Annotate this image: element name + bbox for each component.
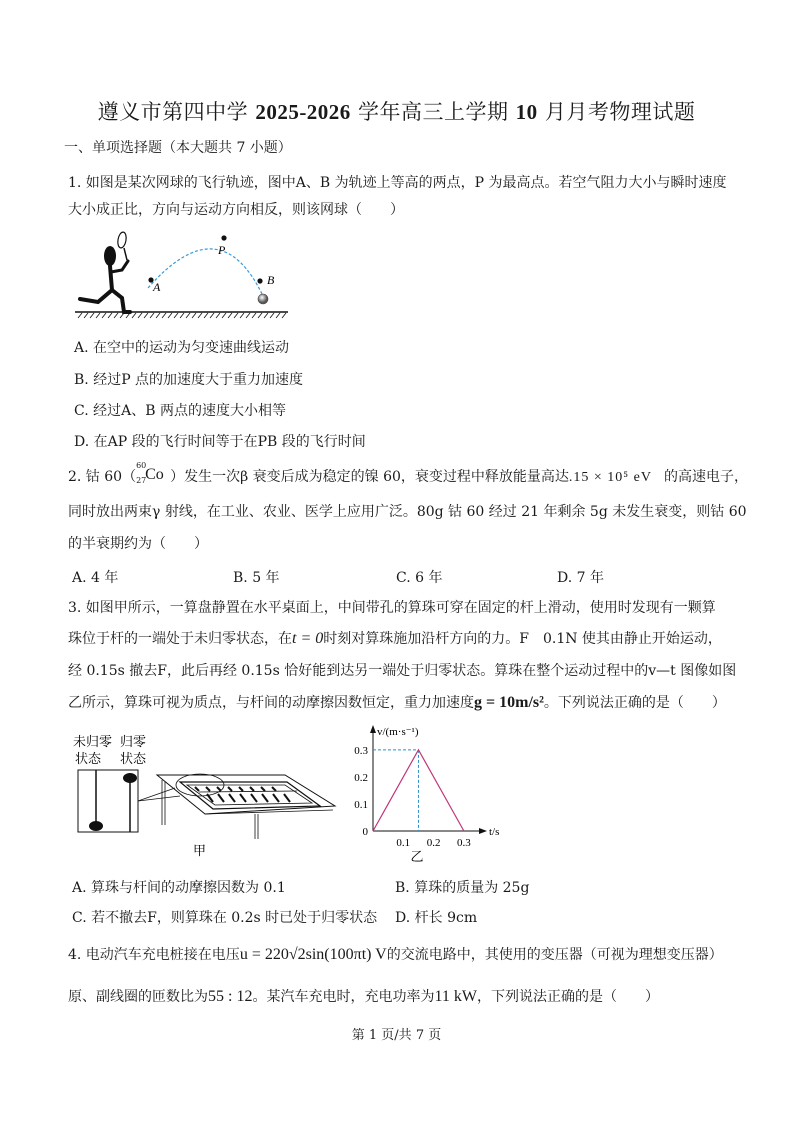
q2-option-b[interactable]: B. 5 年 xyxy=(233,570,280,586)
page-footer: 第 1 页/共 7 页 xyxy=(351,1028,442,1043)
q4-text: 的交流电路中，其使用的变压器（可视为理想变压器） xyxy=(386,947,723,963)
atomic-number: 27 xyxy=(136,476,147,485)
q4-text: 原、副线圈的匝数比为 xyxy=(68,989,208,1005)
vt-chart xyxy=(345,725,505,865)
q3-stem-line1: 3. 如图甲所示，一算盘静置在水平桌面上，中间带孔的算珠可穿在固定的杆上滑动，使用时发现有一颗算 xyxy=(68,600,716,616)
figure-front-leg xyxy=(112,290,130,312)
ground-hatch-mark xyxy=(120,313,124,318)
ground-hatch-mark xyxy=(156,313,160,318)
q2-option-d[interactable]: D. 7 年 xyxy=(557,570,604,586)
y-axis-label: v/(m·s⁻¹) xyxy=(377,726,419,738)
q3-option-b[interactable]: B. 算珠的质量为 25g xyxy=(395,880,530,896)
racket-head xyxy=(117,231,128,248)
q2-option-a[interactable]: A. 4 年 xyxy=(72,570,119,586)
x-axis-arrow xyxy=(479,828,487,834)
q3-text: 乙所示，算珠可视为质点，与杆间的动摩擦因数恒定，重力加速度 xyxy=(68,695,474,711)
y-tick-label: 0.2 xyxy=(354,771,368,784)
q2-text: 的高速电子， xyxy=(664,469,748,485)
x-tick-label: 0.2 xyxy=(426,837,441,849)
q4-text: ，下列说法正确的是（ ） xyxy=(476,989,659,1005)
label-state-1: 状态 xyxy=(75,751,102,766)
q3-text: 珠位于杆的一端处于未归零状态，在 xyxy=(68,631,292,647)
q3-time-zero: t = 0 xyxy=(292,630,324,647)
abacus-beam xyxy=(199,791,297,792)
q2-prefix: 2. 钴 60（ xyxy=(68,469,137,485)
q4-stem-line2 xyxy=(68,986,659,1006)
bead-unzeroed xyxy=(89,821,103,831)
q4-text: 4. 电动汽车充电桩接在电压 xyxy=(68,947,240,963)
title-month: 10 xyxy=(515,100,538,124)
q4-stem-line1 xyxy=(68,944,723,964)
ground-hatch-mark xyxy=(144,313,148,318)
q2-energy: .15 × 10⁵ eV xyxy=(568,470,652,485)
q1-stem-line2: 大小成正比，方向与运动方向相反，则该网球（ ） xyxy=(68,202,404,218)
point-B xyxy=(257,278,262,283)
ground-hatch-mark xyxy=(90,313,94,318)
tennis-ball xyxy=(258,294,268,304)
q4-power: 11 kW xyxy=(434,988,477,1005)
ground-hatch-mark xyxy=(210,313,214,318)
ground-hatch-mark xyxy=(264,313,268,318)
q2-text: ）发生一次β 衰变后成为稳定的镍 60，衰变过程中释放能量高达 xyxy=(170,469,569,485)
abacus-beads xyxy=(195,787,290,802)
ground-hatch-mark xyxy=(132,313,136,318)
ground-hatch-mark xyxy=(282,313,286,318)
ground-hatch-mark xyxy=(228,313,232,318)
x-axis-label: t/s xyxy=(489,826,500,838)
q2-stem-line1 xyxy=(68,461,748,486)
ground-hatch-mark xyxy=(114,313,118,318)
ground-hatch-mark xyxy=(222,313,226,318)
q4-text: 。某汽车充电时，充电功率为 xyxy=(252,989,435,1005)
ground-hatch-mark xyxy=(258,313,262,318)
y-tick-label: 0.1 xyxy=(354,798,368,811)
ground-hatch-mark xyxy=(252,313,256,318)
q3-gravity: g = 10m/s² xyxy=(474,694,544,711)
y-tick-label: 0 xyxy=(362,826,368,838)
figure-back-leg xyxy=(80,266,112,302)
q3-stem-line3: 经 0.15s 撤去F，此后再经 0.15s 恰好能到达另一端处于归零状态。算珠在整个运动过程中的v—t 图像如图 xyxy=(68,663,737,679)
element-symbol: Co xyxy=(145,466,164,483)
mass-number: 60 xyxy=(136,461,147,470)
ground-hatch-mark xyxy=(78,313,82,318)
q3-stem-line4 xyxy=(68,692,726,712)
cobalt-nuclide xyxy=(136,461,170,485)
ground-hatch-mark xyxy=(246,313,250,318)
ground-hatch-mark xyxy=(216,313,220,318)
label-B: B xyxy=(267,273,275,287)
ground-hatch-mark xyxy=(84,313,88,318)
label-state-2: 状态 xyxy=(120,751,147,766)
q3-text: 。下列说法正确的是（ ） xyxy=(543,695,726,711)
ground-hatch-mark xyxy=(198,313,202,318)
abacus-frame xyxy=(180,782,320,809)
point-P xyxy=(221,235,226,240)
q1-option-c[interactable]: C. 经过A、B 两点的速度大小相等 xyxy=(74,403,286,419)
page-title xyxy=(0,96,793,126)
ground-hatch-mark xyxy=(102,313,106,318)
q2-stem-line2: 同时放出两束γ 射线，在工业、农业、医学上应用广泛。80g 钴 60 经过 21 年剩余 5g 未发生衰变，则钴 60 xyxy=(68,504,747,520)
label-unzeroed: 未归零 xyxy=(73,734,113,749)
q1-tennis-figure xyxy=(70,228,290,323)
ground-hatch-mark xyxy=(270,313,274,318)
ground-hatch-mark xyxy=(168,313,172,318)
q1-option-a[interactable]: A. 在空中的运动为匀变速曲线运动 xyxy=(74,340,290,356)
ball-trajectory xyxy=(148,249,263,296)
x-tick-label: 0.1 xyxy=(396,837,411,849)
x-tick-label: 0.3 xyxy=(457,837,471,849)
ground-hatch-mark xyxy=(192,313,196,318)
q2-stem-line3: 的半衰期约为（ ） xyxy=(68,536,208,552)
q3-option-a[interactable]: A. 算珠与杆间的动摩擦因数为 0.1 xyxy=(72,880,286,896)
label-A: A xyxy=(153,280,161,294)
q3-stem-line2 xyxy=(68,628,722,648)
q3-option-d[interactable]: D. 杆长 9cm xyxy=(395,910,478,926)
ground-hatch-mark xyxy=(204,313,208,318)
q4-voltage-formula: u = 220√2sin(100πt) V xyxy=(239,946,387,963)
ground-hatch-mark xyxy=(162,313,166,318)
ground-hatch-mark xyxy=(150,313,154,318)
bead-zeroed xyxy=(123,773,137,783)
title-text: 月月考物理试题 xyxy=(537,100,696,124)
chart-caption: 乙 xyxy=(410,849,424,864)
q2-option-c[interactable]: C. 6 年 xyxy=(396,570,443,586)
ground-hatch-mark xyxy=(108,313,112,318)
title-year: 2025-2026 xyxy=(255,100,351,124)
ground-hatch-mark xyxy=(96,313,100,318)
q1-option-b[interactable]: B. 经过P 点的加速度大于重力加速度 xyxy=(74,372,304,388)
q3-option-c[interactable]: C. 若不撤去F，则算珠在 0.2s 时已处于归零状态 xyxy=(72,910,378,926)
q4-turns-ratio: 55 : 12 xyxy=(208,988,253,1005)
title-text: 遵义市第四中学 xyxy=(97,100,256,124)
section-heading: 一、单项选择题（本大题共 7 小题） xyxy=(64,140,292,156)
q3-abacus-figure xyxy=(65,730,345,860)
y-axis-arrow xyxy=(370,725,376,733)
q1-stem-line1: 1. 如图是某次网球的飞行轨迹，图中A、B 为轨迹上等高的两点，P 为最高点。若空气阻力大小与瞬时速度 xyxy=(68,175,727,191)
ground-hatch-mark xyxy=(138,313,142,318)
ground-hatch-mark xyxy=(174,313,178,318)
ground-hatch-mark xyxy=(180,313,184,318)
label-zeroed: 归零 xyxy=(120,734,147,749)
racket-handle xyxy=(124,248,127,260)
label-P: P xyxy=(218,243,226,257)
ground-hatch-mark xyxy=(186,313,190,318)
y-tick-label: 0.3 xyxy=(354,744,368,757)
caption-jia: 甲 xyxy=(193,843,207,858)
q3-text: 时刻对算珠施加沿杆方向的力。F 0.1N 使其由静止开始运动， xyxy=(323,631,722,647)
ground-hatch-mark xyxy=(234,313,238,318)
q1-option-d[interactable]: D. 在AP 段的飞行时间等于在PB 段的飞行时间 xyxy=(74,434,366,450)
ground-hatch-mark xyxy=(276,313,280,318)
title-text: 学年高三上学期 xyxy=(350,100,516,124)
figure-head xyxy=(104,246,116,266)
ground-hatch-mark xyxy=(240,313,244,318)
